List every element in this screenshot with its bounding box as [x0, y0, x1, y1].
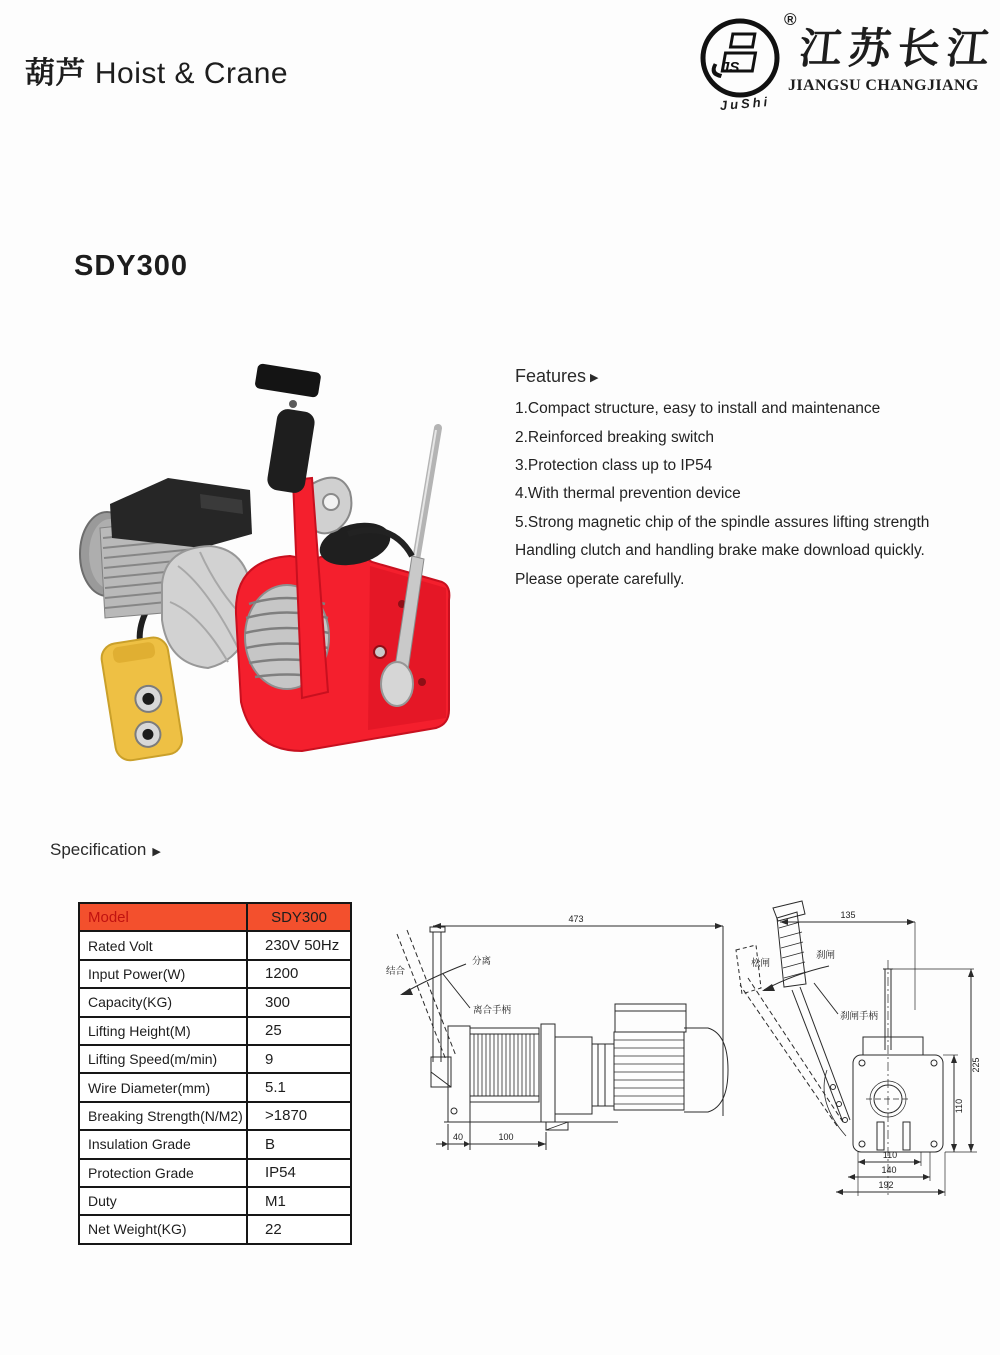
- label-brake-release: 松闸: [751, 958, 771, 969]
- feature-item: Please operate carefully.: [515, 570, 685, 588]
- features-section: [515, 366, 990, 594]
- feature-item: 1.Compact structure, easy to install and maintenance: [515, 400, 881, 418]
- feature-item: Handling clutch and handling brake make download quickly.: [515, 542, 925, 560]
- motor-housing: [110, 478, 252, 548]
- spec-label: Insulation Grade: [80, 1131, 248, 1157]
- label-clutch-handle: 离合手柄: [473, 1005, 512, 1016]
- dim-base-2: 140: [881, 1165, 897, 1175]
- page-title-english: Hoist & Crane: [94, 57, 289, 90]
- table-row: [80, 1129, 350, 1157]
- table-row: [80, 959, 350, 987]
- spec-value: B: [265, 1135, 276, 1153]
- spec-value: 9: [265, 1050, 274, 1068]
- spec-label: Capacity(KG): [80, 989, 248, 1015]
- feature-item: 5.Strong magnetic chip of the spindle assures lifting strength: [515, 513, 930, 531]
- spec-label: Lifting Speed(m/min): [80, 1046, 248, 1072]
- dim-height-inner: 110: [954, 1098, 964, 1114]
- spec-value: 25: [265, 1022, 282, 1040]
- dim-base-1: 110: [882, 1150, 898, 1160]
- feature-item: 4.With thermal prevention device: [515, 485, 741, 503]
- spec-value: 230V 50Hz: [265, 937, 340, 955]
- dim-base-3: 192: [878, 1180, 894, 1190]
- spec-value: M1: [265, 1192, 286, 1210]
- features-heading: Features ▶: [515, 366, 599, 386]
- product-photo: [50, 352, 480, 787]
- label-brake-handle: 刹闸手柄: [840, 1011, 879, 1022]
- spec-header-value: SDY300: [271, 908, 327, 926]
- dim-drum-width: 100: [498, 1132, 514, 1142]
- spec-value: 5.1: [265, 1079, 286, 1097]
- dim-height-outer: 225: [971, 1057, 981, 1073]
- label-disengage: 分离: [472, 956, 492, 967]
- table-row: [80, 1101, 350, 1129]
- spec-label: Lifting Height(M): [80, 1018, 248, 1044]
- arrow-right-icon: ▶: [590, 372, 599, 384]
- table-row: [80, 1072, 350, 1100]
- specification-heading: Specification ▶: [50, 840, 161, 859]
- spec-value: 22: [265, 1220, 282, 1238]
- brand-sub-text: JuShi: [719, 93, 771, 114]
- drawing-side-view: [386, 892, 744, 1169]
- table-header-row: [80, 904, 350, 930]
- spec-label: Rated Volt: [80, 932, 248, 958]
- spec-label: Breaking Strength(N/M2): [80, 1103, 248, 1129]
- spec-label: Wire Diameter(mm): [80, 1074, 248, 1100]
- feature-item: 3.Protection class up to IP54: [515, 456, 713, 474]
- spec-value: IP54: [265, 1164, 296, 1182]
- spec-label: Input Power(W): [80, 961, 248, 987]
- spec-value: >1870: [265, 1107, 308, 1125]
- table-row: [80, 987, 350, 1015]
- spec-label: Duty: [80, 1188, 248, 1214]
- dim-overall-length: 473: [568, 914, 584, 924]
- specification-table: [78, 902, 352, 1245]
- feature-item: 2.Reinforced breaking switch: [515, 428, 715, 446]
- logo-monogram: JS: [721, 59, 740, 76]
- table-row: [80, 930, 350, 958]
- lever-cap: [254, 363, 321, 398]
- drawing-end-view: [734, 890, 998, 1225]
- table-row: [80, 1016, 350, 1044]
- brand-name-english: JIANGSU CHANGJIANG: [788, 77, 979, 94]
- brand-name-chinese: 江苏长江: [797, 25, 999, 72]
- spec-label: Net Weight(KG): [80, 1216, 248, 1242]
- spec-value: 300: [265, 993, 291, 1011]
- spec-label: Protection Grade: [80, 1160, 248, 1186]
- pendant-control: [99, 635, 184, 762]
- dim-drum-offset: 40: [452, 1132, 464, 1142]
- label-engage: 结合: [386, 966, 406, 977]
- dim-width-top: 135: [840, 910, 856, 920]
- model-heading: SDY300: [74, 250, 189, 282]
- table-row: [80, 1186, 350, 1214]
- label-brake-apply: 刹闸: [816, 950, 836, 961]
- registered-trademark: ®: [784, 10, 797, 29]
- page-title: [25, 48, 288, 92]
- arrow-right-icon: ▶: [152, 845, 161, 858]
- spec-header-label: Model: [80, 904, 248, 930]
- table-row: [80, 1044, 350, 1072]
- spec-value: 1200: [265, 965, 299, 983]
- jushi-logo-icon: [698, 16, 784, 102]
- table-row: [80, 1158, 350, 1186]
- page-title-chinese: 葫芦: [25, 57, 86, 90]
- table-row: [80, 1214, 350, 1242]
